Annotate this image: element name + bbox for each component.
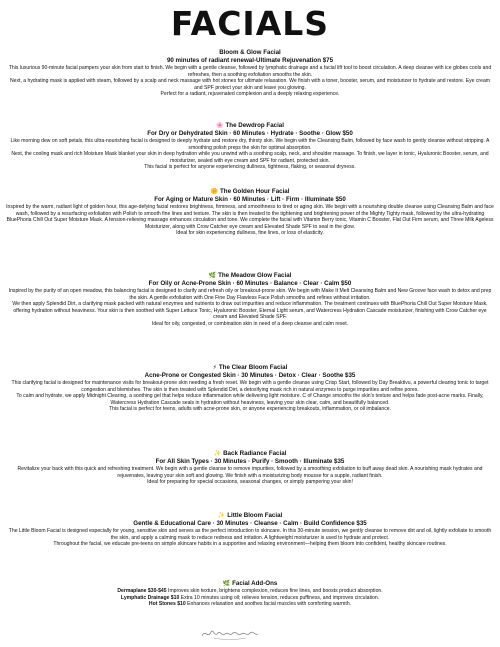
section-golden-hour bbox=[6, 188, 494, 237]
section-subtitle: For Dry or Dehydrated Skin · 60 Minutes · Hydrate · Soothe · Glow $50 bbox=[147, 130, 353, 137]
section-bloom-glow bbox=[6, 49, 494, 98]
section-paragraph: Like morning dew on soft petals, this ultra-nourishing facial is designed to deeply hydrate and restore dry, thirsty skin. We begin with the Cleansing Balm, followed by face wash to gently cleanse without stripping. A smoothing polish preps the skin for optimal absorption. bbox=[10, 138, 490, 151]
section-paragraph: To calm and hydrate, we apply Midnight Clearing, a soothing gel that helps reduce inflammation while delivering light moisture. C of Change smooths the skin's texture and helps fade post-acne marks. Finally, Watercress Hydration Cascade seals in hydration without heaviness, leaving your skin clear, calm, and beautifully balanced. bbox=[16, 393, 484, 406]
section-subtitle: For All Skin Types · 30 Minutes · Purify · Smooth · Illuminate $35 bbox=[155, 458, 345, 465]
section-paragraph: Inspired by the purity of an open meadow, this balancing facial is designed to clarify and refresh oily or breakout-prone skin. We begin with Make It Melt Cleansing Balm and New Groove face wash to detox and prep the skin. A gentle exfoliation with One Fine Day Flawless Face Polish smooths and refines without irritation. bbox=[8, 288, 492, 301]
section-title bbox=[6, 122, 494, 130]
flower-icon: 🌸 bbox=[216, 122, 224, 129]
section-subtitle: For Oily or Acne-Prone Skin · 60 Minutes · Balance · Clear · Calm $50 bbox=[148, 280, 352, 287]
add-on-label: Dermaplane $30-$45 bbox=[117, 588, 167, 594]
add-on-item bbox=[6, 588, 494, 595]
section-subtitle: Acne-Prone or Congested Skin · 30 Minutes · Detox · Clear · Soothe $35 bbox=[144, 372, 356, 379]
section-title bbox=[6, 188, 494, 196]
section-title bbox=[6, 272, 494, 280]
add-on-item bbox=[6, 601, 494, 608]
section-paragraph: This luxurious 90-minute facial pampers your skin from start to finish. We begin with a gentle cleanse, followed by lymphatic drainage and a facial lift tool to boost circulation. A deep cleanse with ice globes cools and refreshes, then a soothing exfoliation smooths the skin. bbox=[8, 65, 492, 78]
section-title-text: Little Bloom Facial bbox=[227, 512, 283, 519]
section-subtitle: For Aging or Mature Skin · 60 Minutes · Lift · Firm · Illuminate $50 bbox=[154, 196, 346, 203]
herb-icon: 🌿 bbox=[222, 580, 231, 587]
section-paragraph: Ideal for skin experiencing dullness, fine lines, or loss of elasticity. bbox=[176, 230, 324, 237]
add-on-description: Improves skin texture, brightens complexion, reduces fine lines, and boosts product absorption. bbox=[166, 588, 383, 594]
section-back-radiance bbox=[6, 450, 494, 486]
add-on-description: Enhances relaxation and soothes facial muscles with comforting warmth. bbox=[185, 601, 352, 608]
section-paragraph: Throughout the facial, we educate pre-teens on simple skincare habits in a supportive and relaxing environment—helping them bloom into confident, healthy skincare routines. bbox=[53, 541, 447, 548]
section-title-text: The Golden Hour Facial bbox=[220, 188, 290, 195]
section-title bbox=[6, 364, 494, 372]
blossom-icon: 🌼 bbox=[210, 188, 219, 195]
section-paragraph: This facial is perfect for teens, adults with acne-prone skin, or anyone experiencing breakouts, inflammation, or oil imbalance. bbox=[109, 406, 391, 413]
section-subtitle: Gentle & Educational Care · 30 Minutes · Cleanse · Calm · Build Confidence $35 bbox=[133, 520, 367, 527]
section-title bbox=[6, 512, 494, 520]
section-paragraph: Perfect for a radiant, rejuvenated complexion and a deeply relaxing experience. bbox=[160, 91, 340, 98]
sparkle-icon: ✨ bbox=[217, 512, 226, 519]
section-little-bloom bbox=[6, 512, 494, 548]
section-add-ons bbox=[6, 580, 494, 608]
add-on-label: Hot Stones $10 bbox=[148, 601, 186, 608]
herb-icon: 🌿 bbox=[208, 272, 217, 279]
lightning-icon: ⚡ bbox=[212, 364, 217, 371]
section-title-text: Back Radiance Facial bbox=[223, 450, 287, 457]
section-paragraph: Next, the cooling mask and rich Moisture Mask blanket your skin in deep hydration while you unwind with a soothing scalp, neck, and shoulder massage. To finish, we layer in tonic, Hyaluronic Booster, serum, and moisturizer, sealed with eye cream and SPF for radiant, protected skin. bbox=[11, 151, 489, 164]
section-paragraph: Inspired by the warm, radiant light of golden hour, this age-defying facial restores brightness, firmness, and smoothness to tired or aging skin. We begin with a nourishing double cleanse using Cleansing Balm and face wash, followed by a resurfacing exfoliation with Polish to smooth fine lines and texture. The skin is then treated to the tightening and brightening power of the Mighty Tighty mask, followed by the ultra-hydrating BluePhoria Chill Out Super Moisture Mask. A tension-relieving massage enhances circulation and tone. We complete the facial with Vitamin Berry tonic, Vitamin C Booster, Flat Out Firm serum, and Three Milk Ageless Moisturizer, along with Crow Catcher eye cream and Elevated Shade SPF to seal in the glow. bbox=[6, 204, 494, 230]
sparkle-icon: ✨ bbox=[213, 450, 222, 457]
section-title bbox=[6, 450, 494, 458]
section-dewdrop bbox=[6, 122, 494, 171]
section-clear-bloom bbox=[6, 364, 494, 413]
section-paragraph: This facial is perfect for anyone experiencing dullness, tightness, flaking, or seasonal dryness. bbox=[144, 164, 356, 171]
section-paragraph: The Little Bloom Facial is designed especially for young, sensitive skin and serves as the perfect introduction to skincare. In this 30-minute session, we gently cleanse to remove dirt and oil, lightly exfoliate to smooth the skin, and apply a calming mask to reduce redness and irritation. A lightweight moisturizer is used to hydrate and protect. bbox=[8, 528, 492, 541]
add-on-description: Extra 10 minutes using oil; relieves tension, reduces puffiness, and improves circulation. bbox=[179, 594, 380, 601]
section-title-text: Facial Add-Ons bbox=[232, 580, 278, 587]
section-title-text: The Clear Bloom Facial bbox=[218, 364, 288, 371]
section-title: Bloom & Glow Facial bbox=[219, 49, 281, 56]
section-title-text: The Meadow Glow Facial bbox=[218, 272, 292, 279]
section-title-text: The Dewdrop Facial bbox=[225, 122, 284, 129]
section-subtitle: 90 minutes of radiant renewal-Ultimate Rejuvenation $75 bbox=[166, 57, 334, 64]
section-meadow-glow bbox=[6, 272, 494, 328]
section-paragraph: We then apply Splendid Dirt, a clarifying mask packed with natural enzymes and nutrients to draw out impurities and reduce inflammation. The treatment continues with BluePhoria Chill Out Super Moisture Mask, offering hydration without heaviness. Your skin is then soothed with Super Lettuce Tonic, Hyaluronic Booster, Eternal Light serum, and Watercress Hydration Cascade moisturizer, finishing with Crow Catcher eye cream and Elevated Shade SPF. bbox=[12, 301, 488, 321]
section-title bbox=[6, 580, 494, 588]
section-paragraph: Revitalize your back with this quick and refreshing treatment. We begin with a gentle cleanse to remove impurities, followed by a smoothing exfoliation to buff away dead skin. A nourishing mask hydrates and rejuvenates, leaving your skin soft and glowing. We finish with a moisturizing body mousse for a supple, radiant finish. bbox=[17, 466, 483, 479]
section-paragraph: This clarifying facial is designed for maintenance visits for breakout-prone skin needing a fresh reset. We begin with a gentle cleanse using Crisp Start, followed by Day Breaktivu, a powerful clearing tonic to target congestion and blemishes. The skin is then treated with Splendid Dirt, a detoxifying mask rich in natural enzymes to purge impurities and refine pores. bbox=[11, 380, 489, 393]
add-on-label: Lymphatic Drainage $10 bbox=[120, 594, 180, 601]
section-paragraph: Next, a hydrating mask is applied with steam, followed by a scalp and neck massage with hot stones for ultimate relaxation. We finish with a toner, booster, serum, and moisturizer to hydrate and restore. Eye cream and SPF protect your skin and leave you glowing. bbox=[9, 78, 491, 91]
signature-logo-icon bbox=[200, 625, 260, 641]
section-paragraph: Ideal for oily, congested, or combination skin in need of a deep cleanse and calm reset. bbox=[151, 320, 349, 327]
add-on-item bbox=[6, 595, 494, 602]
section-paragraph: Ideal for preparing for special occasions, seasonal changes, or simply pampering your skin! bbox=[147, 479, 353, 486]
page-title: FACIALS bbox=[170, 4, 330, 43]
